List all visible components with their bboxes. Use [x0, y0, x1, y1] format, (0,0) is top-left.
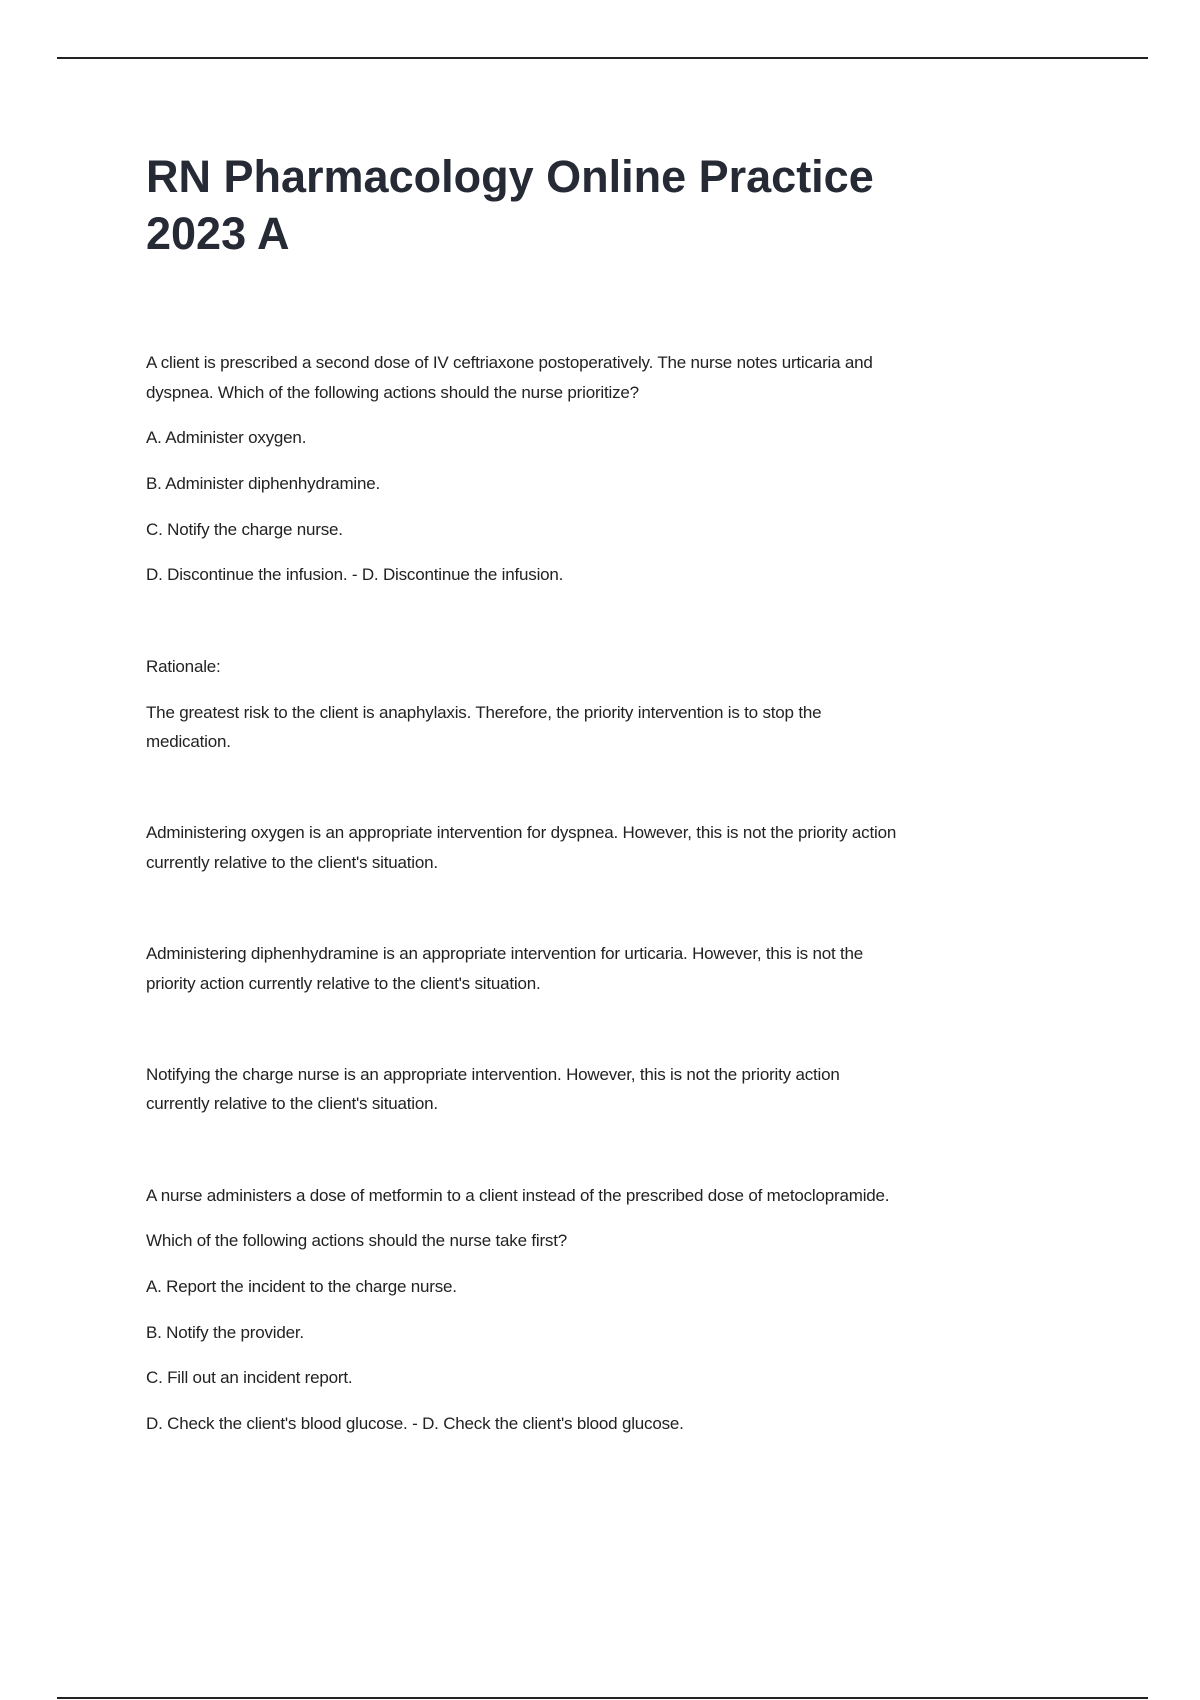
question-2-text: Which of the following actions should the nurse take first?	[146, 1231, 567, 1250]
rationale-text: The greatest risk to the client is anaphylaxis. Therefore, the priority intervention is to stop the	[146, 703, 822, 722]
rationale-charge-nurse: currently relative to the client's situation.	[146, 1094, 438, 1113]
bottom-rule	[57, 1697, 1148, 1699]
title-line-2: 2023 A	[146, 208, 290, 259]
question-2-option-b: B. Notify the provider.	[146, 1323, 304, 1342]
question-2-option-c: C. Fill out an incident report.	[146, 1368, 353, 1387]
question-2-option-d-answer: D. Check the client's blood glucose. - D. Check the client's blood glucose.	[146, 1414, 684, 1433]
top-rule	[57, 57, 1148, 59]
title-line-1: RN Pharmacology Online Practice	[146, 151, 874, 202]
rationale-oxygen: Administering oxygen is an appropriate intervention for dyspnea. However, this is not the priority action	[146, 823, 897, 842]
question-1-option-c: C. Notify the charge nurse.	[146, 520, 343, 539]
rationale-text: medication.	[146, 732, 231, 751]
question-1-text: A client is prescribed a second dose of IV ceftriaxone postoperatively. The nurse notes urticaria and	[146, 353, 873, 372]
page-title	[146, 148, 874, 262]
question-1-option-d-answer: D. Discontinue the infusion. - D. Discontinue the infusion.	[146, 565, 564, 584]
question-1-option-b: B. Administer diphenhydramine.	[146, 474, 381, 493]
question-2-option-a: A. Report the incident to the charge nurse.	[146, 1277, 457, 1296]
question-1-text: dyspnea. Which of the following actions should the nurse prioritize?	[146, 383, 639, 402]
rationale-oxygen: currently relative to the client's situation.	[146, 853, 438, 872]
rationale-diphenhydramine: Administering diphenhydramine is an appropriate intervention for urticaria. However, this is not the	[146, 944, 864, 963]
rationale-diphenhydramine: priority action currently relative to the client's situation.	[146, 974, 541, 993]
question-1-option-a: A. Administer oxygen.	[146, 428, 307, 447]
rationale-charge-nurse: Notifying the charge nurse is an appropriate intervention. However, this is not the priority action	[146, 1065, 840, 1084]
question-2-text: A nurse administers a dose of metformin to a client instead of the prescribed dose of metoclopramide.	[146, 1186, 890, 1205]
rationale-heading: Rationale:	[146, 657, 221, 676]
